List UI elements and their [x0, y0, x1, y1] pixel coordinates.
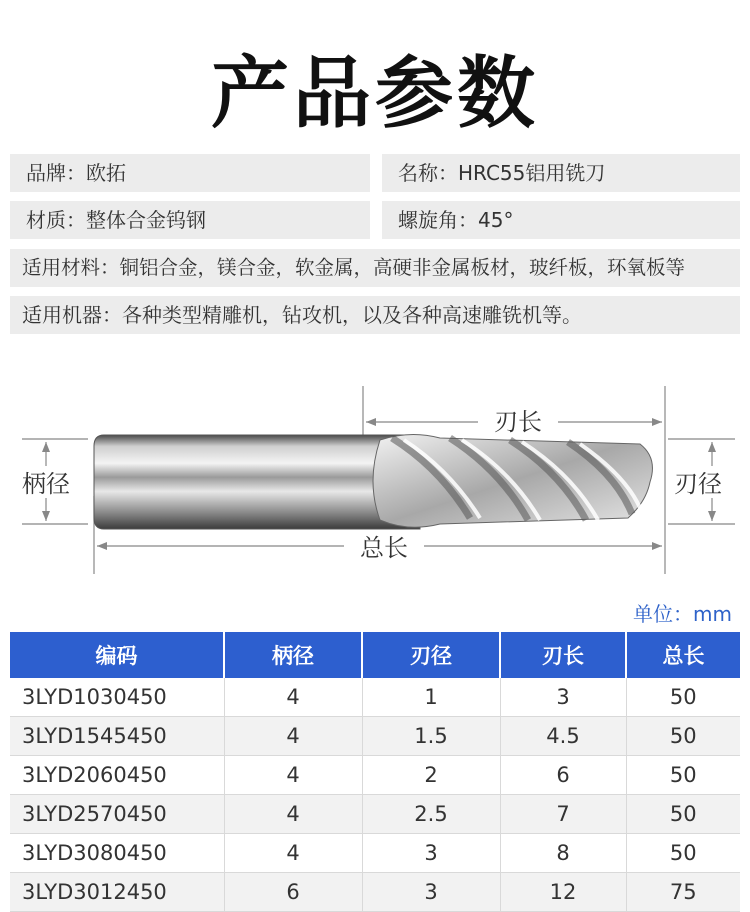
- unit-label: 单位：mm: [633, 602, 732, 626]
- table-row: [10, 756, 740, 795]
- page-title: 产品参数: [210, 49, 539, 139]
- blade-length-label: 刃长: [494, 408, 542, 436]
- header-blade-length: 刃长: [500, 632, 626, 678]
- cell-code: 3LYD1030450: [10, 678, 224, 717]
- table-row: [10, 678, 740, 717]
- cell-blade-diameter: 2.5: [362, 795, 500, 834]
- cell-blade-diameter: 3: [362, 834, 500, 873]
- spec-brand: [10, 154, 370, 192]
- table-row: [10, 873, 740, 912]
- cell-shank-diameter: 4: [224, 678, 362, 717]
- spec-table: [10, 632, 740, 912]
- cell-code: 3LYD2060450: [10, 756, 224, 795]
- cell-blade-length: 3: [500, 678, 626, 717]
- cell-total-length: 50: [626, 834, 740, 873]
- shank-diameter-label: 柄径: [22, 470, 70, 498]
- spec-applicable-materials-value: 铜铝合金，镁合金，软金属，高硬非金属板材，玻纤板，环氧板等: [119, 256, 686, 279]
- cell-blade-length: 4.5: [500, 717, 626, 756]
- spec-brand-value: 欧拓: [86, 161, 126, 185]
- spec-material-label: 材质：: [26, 208, 86, 232]
- cell-code: 3LYD3012450: [10, 873, 224, 912]
- cell-code: 3LYD1545450: [10, 717, 224, 756]
- cell-blade-length: 12: [500, 873, 626, 912]
- cell-total-length: 50: [626, 717, 740, 756]
- end-mill-diagram: [0, 378, 750, 588]
- cell-shank-diameter: 4: [224, 756, 362, 795]
- spec-name: [382, 154, 740, 192]
- cell-total-length: 75: [626, 873, 740, 912]
- spec-applicable-machines-label: 适用机器：: [22, 303, 122, 327]
- spec-helix-angle: [382, 201, 740, 239]
- header-code: 编码: [10, 632, 224, 678]
- cell-shank-diameter: 4: [224, 834, 362, 873]
- spec-brand-label: 品牌：: [26, 161, 86, 185]
- cell-blade-diameter: 1.5: [362, 717, 500, 756]
- cell-blade-length: 7: [500, 795, 626, 834]
- cell-shank-diameter: 4: [224, 795, 362, 834]
- blade-diameter-label: 刃径: [674, 470, 722, 498]
- spec-helix-value: 45°: [478, 208, 514, 232]
- spec-applicable-materials: [10, 249, 740, 287]
- table-row: [10, 834, 740, 873]
- spec-applicable-machines: [10, 296, 740, 334]
- spec-applicable-materials-label: 适用材料：: [22, 256, 120, 279]
- header-blade-diameter: 刃径: [362, 632, 500, 678]
- spec-material: [10, 201, 370, 239]
- table-row: [10, 717, 740, 756]
- spec-applicable-machines-value: 各种类型精雕机，钻攻机，以及各种高速雕铣机等。: [122, 303, 582, 327]
- cell-code: 3LYD2570450: [10, 795, 224, 834]
- header-total-length: 总长: [626, 632, 740, 678]
- total-length-label: 总长: [360, 534, 408, 562]
- cell-total-length: 50: [626, 678, 740, 717]
- header-shank-diameter: 柄径: [224, 632, 362, 678]
- spec-name-value: HRC55铝用铣刀: [458, 161, 606, 185]
- cell-shank-diameter: 6: [224, 873, 362, 912]
- spec-material-value: 整体合金钨钢: [86, 208, 206, 232]
- shank-body: [94, 435, 420, 529]
- cell-total-length: 50: [626, 756, 740, 795]
- cell-blade-diameter: 2: [362, 756, 500, 795]
- cell-blade-diameter: 3: [362, 873, 500, 912]
- table-row: [10, 795, 740, 834]
- cell-total-length: 50: [626, 795, 740, 834]
- cell-blade-length: 6: [500, 756, 626, 795]
- spec-helix-label: 螺旋角：: [398, 208, 478, 232]
- cell-blade-diameter: 1: [362, 678, 500, 717]
- cell-shank-diameter: 4: [224, 717, 362, 756]
- cell-blade-length: 8: [500, 834, 626, 873]
- table-header-row: [10, 632, 740, 678]
- spec-name-label: 名称：: [398, 161, 458, 185]
- cell-code: 3LYD3080450: [10, 834, 224, 873]
